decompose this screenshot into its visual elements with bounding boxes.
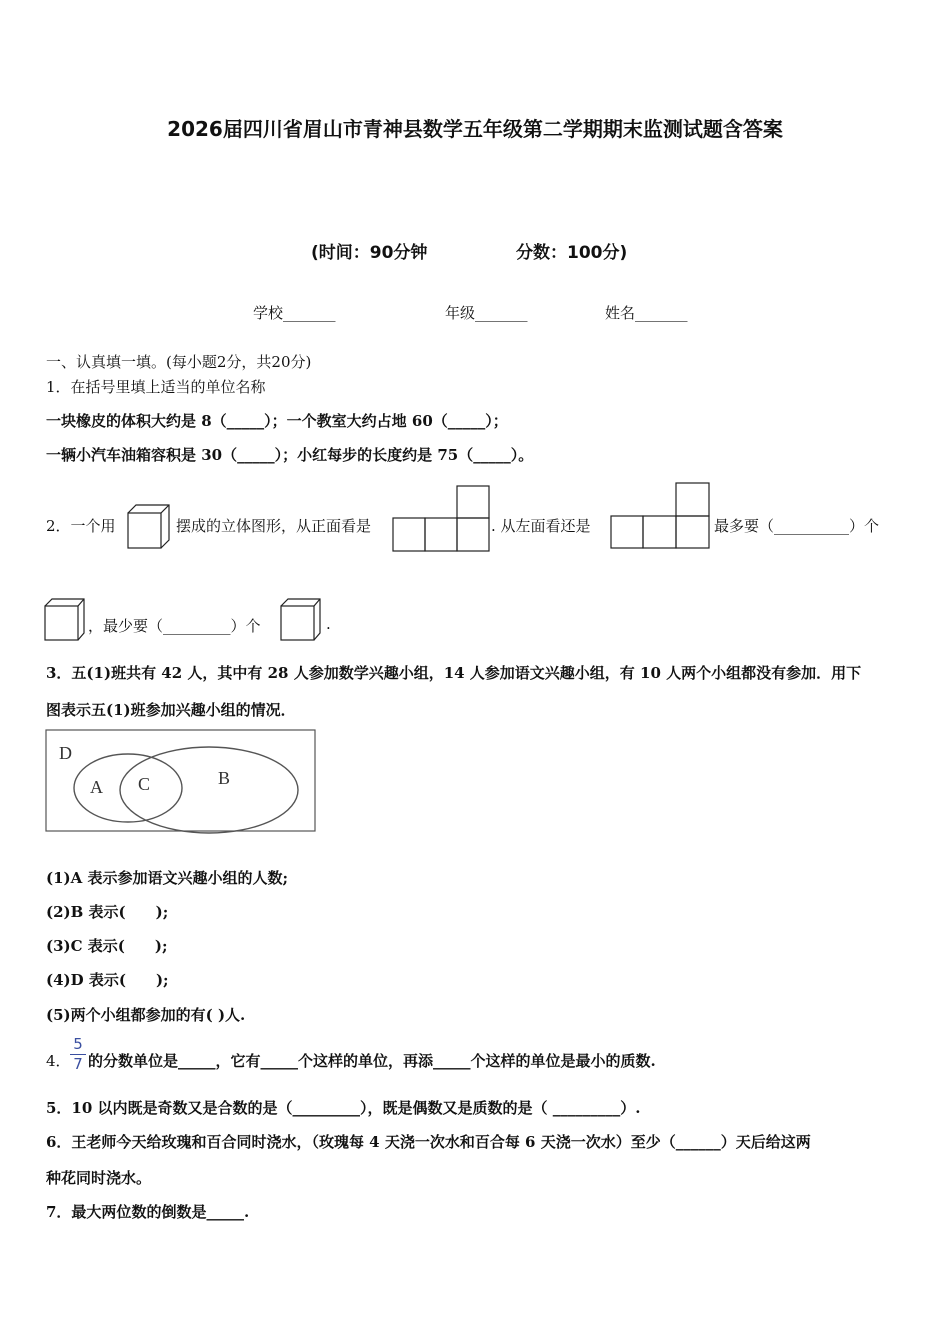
name-field: 姓名_______ bbox=[605, 304, 688, 322]
cube-icon-2 bbox=[44, 598, 86, 642]
page-title: 2026届四川省眉山市青神县数学五年级第二学期期末监测试题含答案 bbox=[167, 117, 783, 141]
school-field: 学校_______ bbox=[253, 304, 336, 322]
question-3-sub-4: (4)D 表示( ); bbox=[46, 971, 169, 989]
question-1-line-2: 一辆小汽车油箱容积是 30（_____）；小红每步的长度约是 75（_____）。 bbox=[46, 446, 534, 464]
question-3-sub-3: (3)C 表示( ); bbox=[46, 937, 168, 955]
venn-label-b: B bbox=[218, 768, 231, 788]
question-3-sub-1: (1)A 表示参加语文兴趣小组的人数; bbox=[46, 869, 289, 887]
question-4-number: 4． bbox=[46, 1052, 71, 1070]
question-3-sub-5: (5)两个小组都参加的有( )人. bbox=[46, 1006, 246, 1024]
fraction-five-sevenths bbox=[70, 1036, 86, 1073]
section-heading: 一、认真填一填。(每小题2分，共20分) bbox=[46, 353, 312, 371]
cube-icon-3 bbox=[280, 598, 322, 642]
cube-icon bbox=[127, 504, 171, 550]
question-2-part-6: . bbox=[326, 615, 331, 633]
exam-time: (时间：90分钟 bbox=[311, 243, 428, 263]
fraction-denominator: 7 bbox=[73, 1055, 83, 1073]
question-6-line-1: 6．王老师今天给玫瑰和百合同时浇水，（玫瑰每 4 天浇一次水和百合每 6 天浇一次水）至少（______）天后给这两 bbox=[46, 1133, 811, 1151]
grade-field: 年级_______ bbox=[445, 304, 528, 322]
question-2-part-3: . 从左面看还是 bbox=[491, 517, 591, 535]
question-7: 7．最大两位数的倒数是_____. bbox=[46, 1203, 250, 1221]
question-1-label: 1．在括号里填上适当的单位名称 bbox=[46, 378, 266, 396]
question-5: 5．10 以内既是奇数又是合数的是（_________），既是偶数又是质数的是（ _________）. bbox=[46, 1099, 641, 1117]
venn-label-c: C bbox=[138, 774, 151, 794]
fraction-numerator: 5 bbox=[73, 1035, 83, 1053]
venn-label-d: D bbox=[59, 743, 72, 763]
question-2-part-1: 2．一个用 bbox=[46, 517, 116, 535]
front-view-figure bbox=[392, 485, 492, 553]
venn-label-a: A bbox=[90, 777, 103, 797]
venn-diagram bbox=[45, 729, 317, 833]
question-6-line-2: 种花同时浇水。 bbox=[46, 1169, 152, 1187]
left-view-figure bbox=[610, 481, 712, 551]
question-4-text: 的分数单位是_____，它有_____个这样的单位，再添_____个这样的单位是最小的质数. bbox=[88, 1052, 656, 1070]
exam-score: 分数：100分) bbox=[516, 243, 628, 263]
question-2-part-2: 摆成的立体图形，从正面看是 bbox=[176, 517, 372, 535]
question-3-line-2: 图表示五(1)班参加兴趣小组的情况． bbox=[46, 701, 296, 719]
question-1-line-1: 一块橡皮的体积大约是 8（_____）；一个教室大约占地 60（_____）； bbox=[46, 412, 508, 430]
question-3-sub-2: (2)B 表示( ); bbox=[46, 903, 169, 921]
question-2-part-4: 最多要（__________）个 bbox=[714, 517, 880, 535]
question-3-line-1: 3．五(1)班共有 42 人，其中有 28 人参加数学兴趣小组，14 人参加语文兴趣小组，有 10 人两个小组都没有参加．用下 bbox=[46, 664, 862, 682]
question-2-part-5: ，最少要（_________）个 bbox=[88, 617, 261, 635]
